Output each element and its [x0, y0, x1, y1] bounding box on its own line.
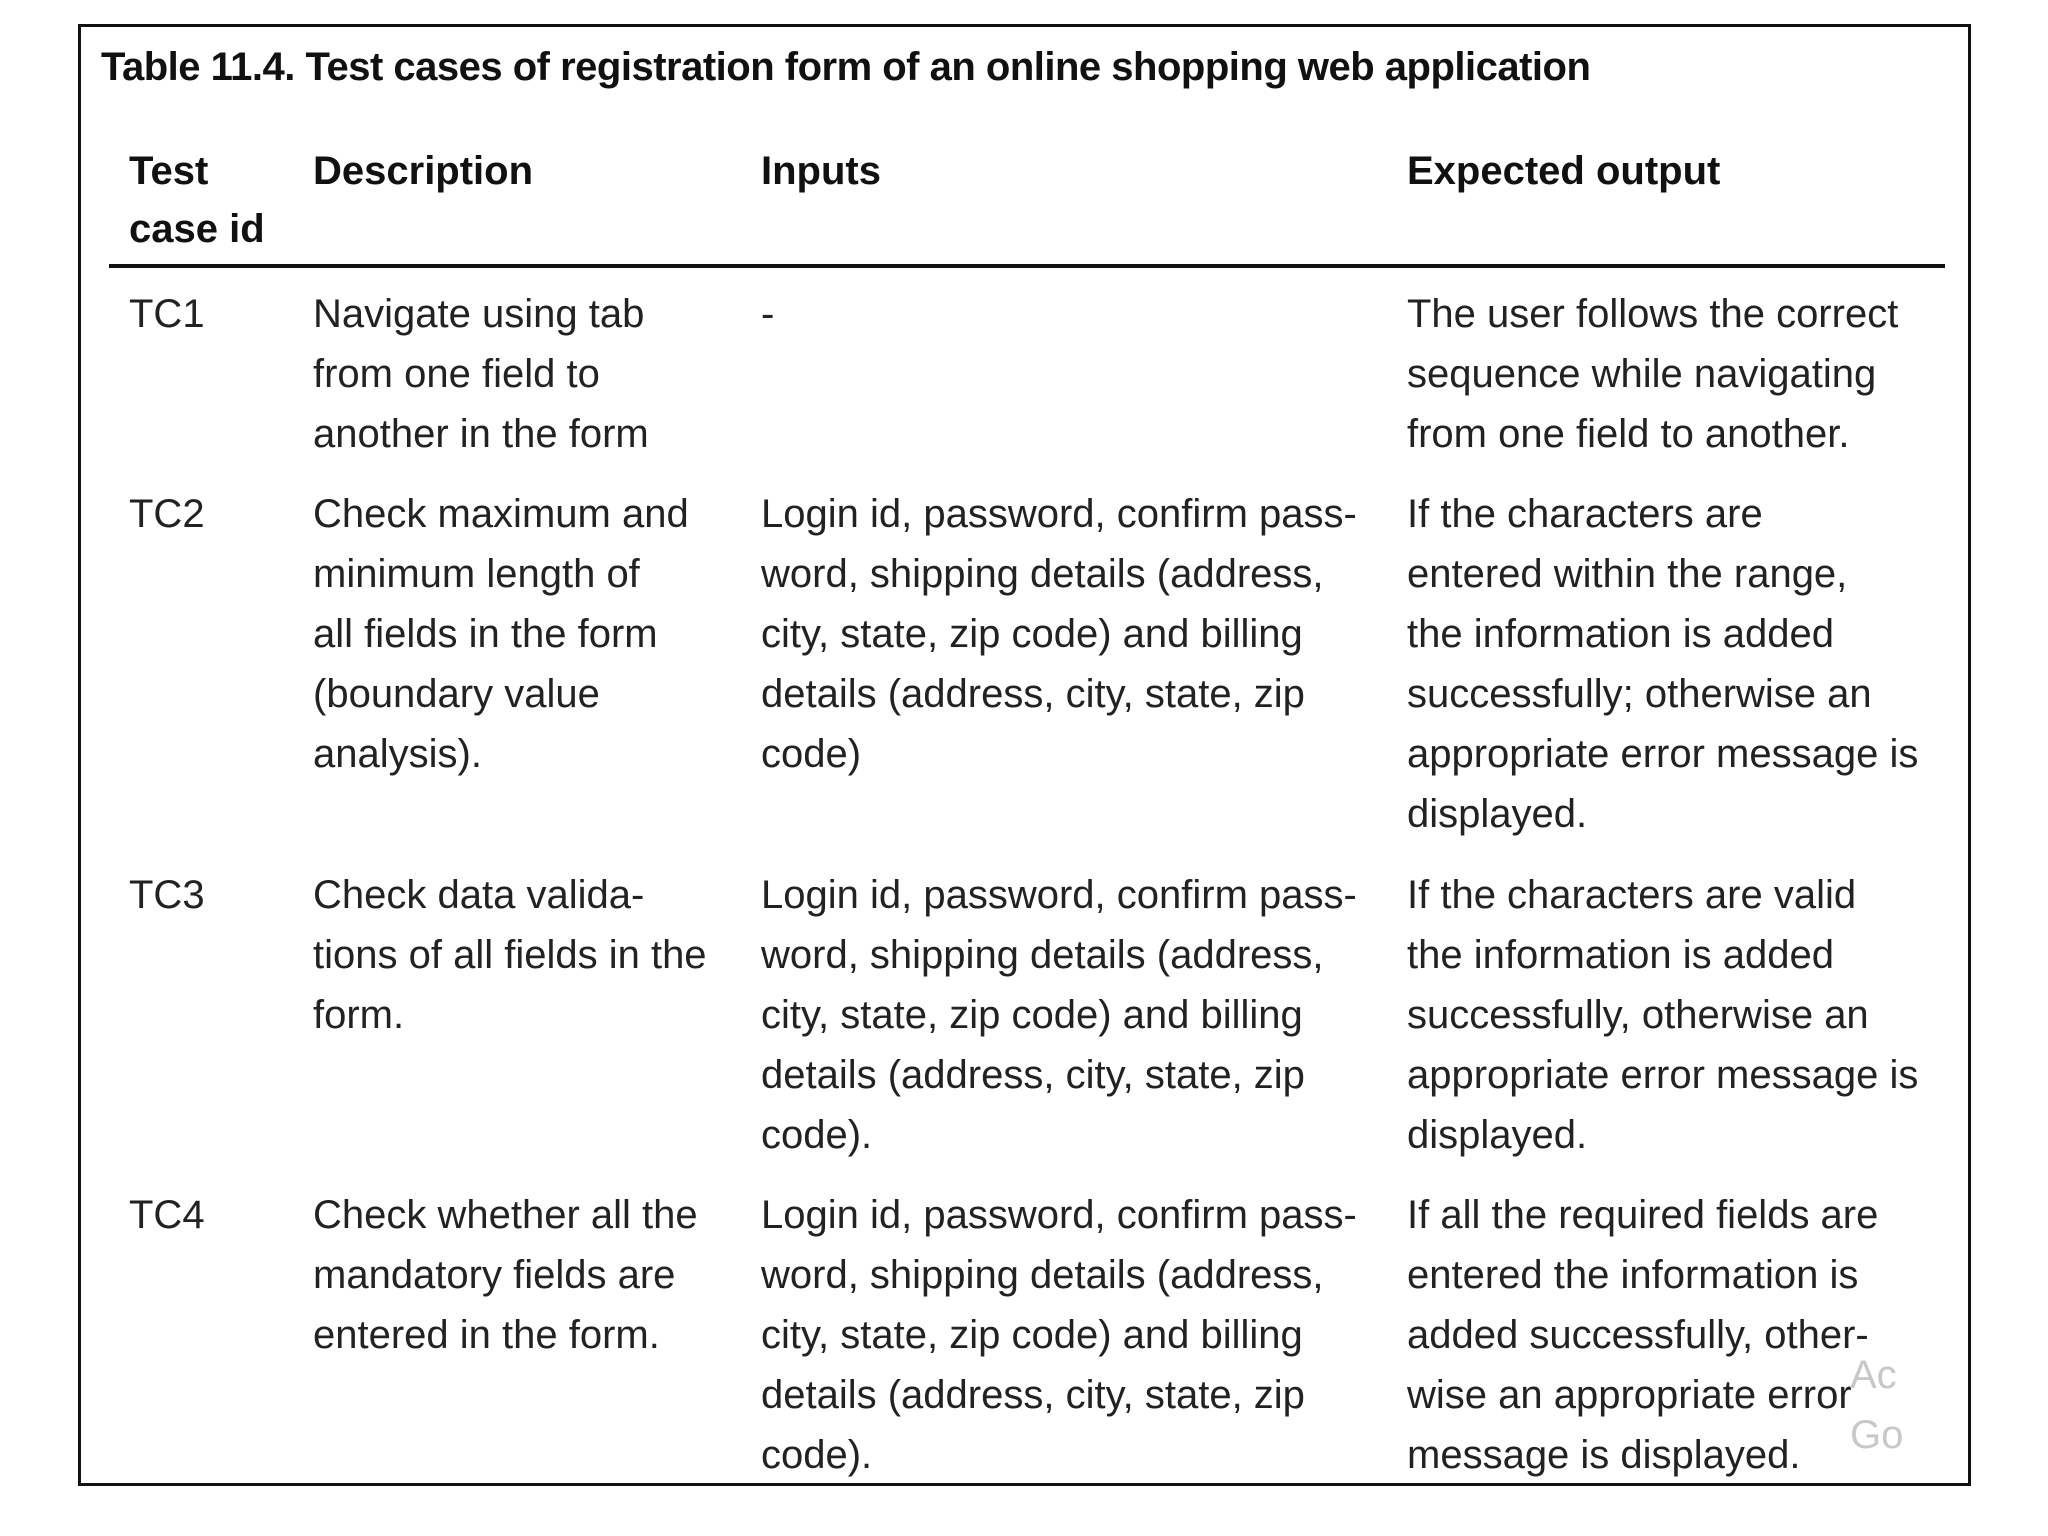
cell-inputs: Login id, password, confirm pass- word, shipping details (address, city, state, zip code) and billing details (address, city, state, zip code).	[761, 1193, 1357, 1477]
cell-description: Check whether all the mandatory fields are entered in the form.	[313, 1193, 698, 1357]
activation-watermark: Ac Go	[1850, 1353, 1904, 1457]
cell-expected-output: If the characters are valid the information is added successfully, otherwise an appropriate error message is displayed.	[1407, 873, 1919, 1157]
header-expected-output: Expected output	[1407, 149, 1721, 193]
cell-description: Check maximum and minimum length of all fields in the form (boundary value analysis).	[313, 492, 689, 776]
table-frame	[78, 24, 1971, 1486]
cell-test-case-id: TC4	[129, 1193, 205, 1237]
cell-description: Navigate using tab from one field to another in the form	[313, 292, 649, 456]
cell-test-case-id: TC1	[129, 292, 205, 336]
cell-inputs: -	[761, 292, 775, 336]
header-divider	[109, 264, 1945, 268]
cell-inputs: Login id, password, confirm pass- word, shipping details (address, city, state, zip code) and billing details (address, city, state, zip code)	[761, 492, 1357, 776]
header-description: Description	[313, 149, 534, 193]
cell-inputs: Login id, password, confirm pass- word, shipping details (address, city, state, zip code) and billing details (address, city, state, zip code).	[761, 873, 1357, 1157]
header-test-case-id: Test case id	[129, 149, 265, 251]
cell-expected-output: The user follows the correct sequence while navigating from one field to another.	[1407, 292, 1899, 456]
cell-expected-output: If all the required fields are entered the information is added successfully, other- wise an appropriate error message is displayed.	[1407, 1193, 1879, 1477]
cell-test-case-id: TC2	[129, 492, 205, 536]
cell-description: Check data valida- tions of all fields in the form.	[313, 873, 707, 1037]
table-header	[81, 142, 1968, 292]
header-inputs: Inputs	[761, 149, 881, 193]
table-caption: Table 11.4. Test cases of registration form of an online shopping web application	[101, 45, 1591, 89]
cell-test-case-id: TC3	[129, 873, 205, 917]
cell-expected-output: If the characters are entered within the range, the information is added successfully; otherwise an appropriate error message is displayed.	[1407, 492, 1919, 836]
